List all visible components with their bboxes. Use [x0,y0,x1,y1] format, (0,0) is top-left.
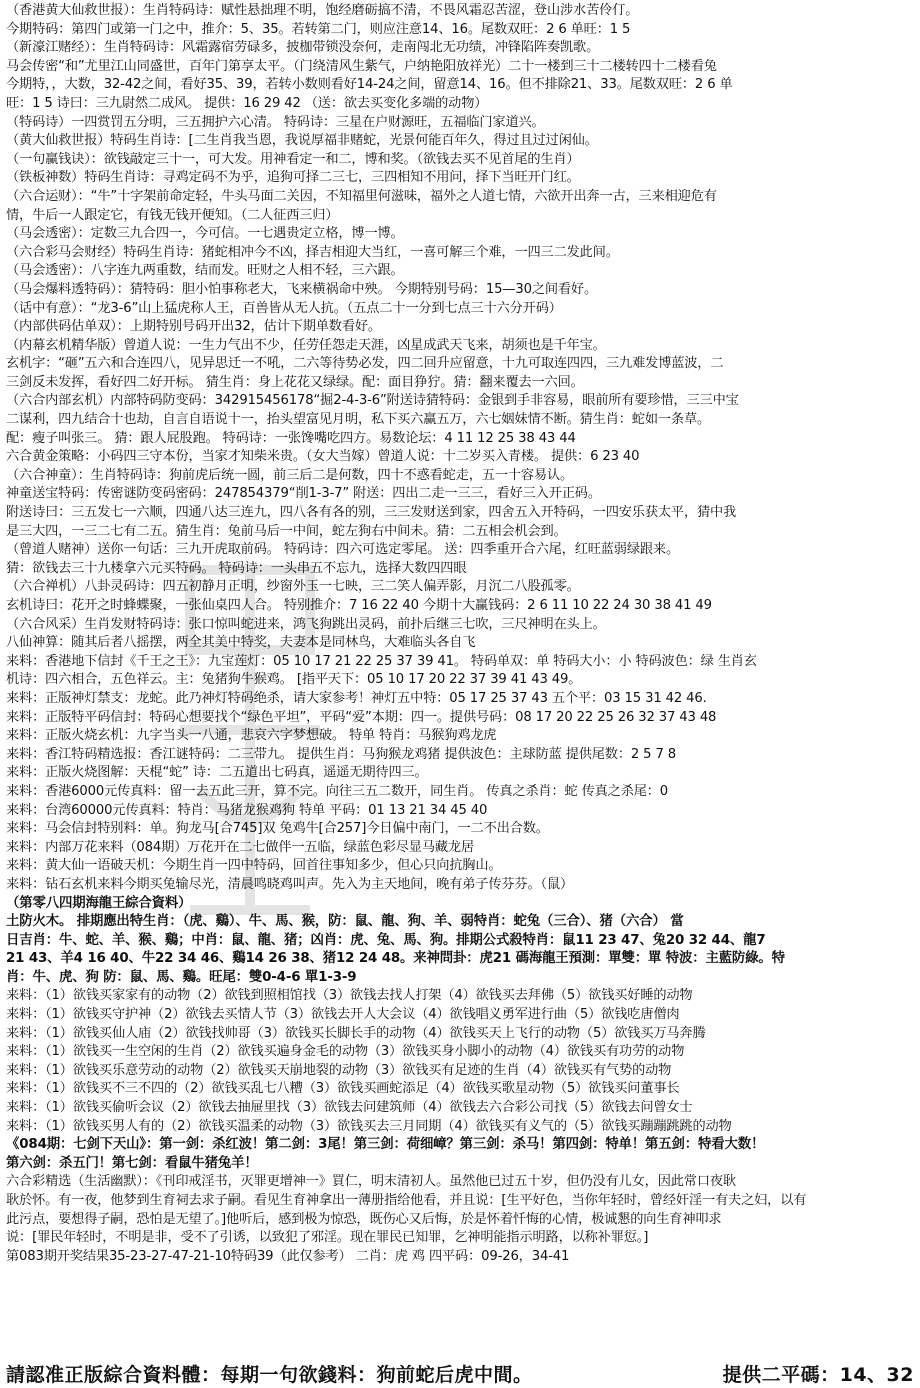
text-line: 八仙神算：随其后者八摇摆，两全其美中特奖，夫妻本是同林鸟，大难临头各自飞 [6,635,476,651]
text-line: 来料：（1）欲钱买不三不四的（2）欲钱买乱七八糟（3）欲钱买画蛇添足（4）欲钱买歌星动物（5）欲钱买问董事长 [6,1081,680,1097]
text-line: 附送诗曰：三五发七一六顺，四通八达三连九，四八各有各的别，三三发财送到家，四舍五入开特码，一四安乐获太平，猜中我 [6,505,737,521]
text-line: （曾道人赌神）送你一句话：三九开虎取前码。 特码诗：四六可选定零尾。 送：四季重开合六尾，红旺蓝弱绿跟来。 [6,542,679,558]
text-line: 《084期：七剑下天山》：第一剑：杀红波！第二剑：3尾！第三剑：荷细嶂？第三剑：杀马！第四剑：特单！第五剑：特看大数！ [6,1137,765,1153]
text-line: （马会透密）：八字连九两重数，结而发。旺财之人相不轻，三六跟。 [6,263,404,279]
text-line: （一句赢钱诀）：欲钱敲定三十一，可大发。用神看定一和二，博和奖。（欲钱去买不见首尾的生肖） [6,151,580,167]
text-line: 日吉肖：牛、蛇、羊、猴、鷄；中肖：鼠、龍、猪；凶肖：虎、兔、馬、狗。排期公式殺特肖：鼠11 23 47、兔20 32 44、龍7 [6,932,766,948]
text-line: 第六剑：杀五门！第七剑：看鼠牛猪兔羊！ [6,1155,258,1171]
text-line: 来料：马会信封特别料：单。狗龙马[合745]双 兔鸡牛[合257]今日偏中南门，一二不出合数。 [6,821,549,837]
text-line: 来料：香江特码精选报：香江谜特码：二三带九。 提供生肖：马狗猴龙鸡猪 提供波色：主球防蓝 提供尾数：2 5 7 8 [6,746,676,762]
text-line: 机诗：四六相合，五色祥云。主：兔猪狗牛猴鸡。 [指平天下：05 10 17 20 22 37 39 41 43 49。 [6,672,582,688]
text-line: 马会传密“和”尤里江山同盛世，百年门第享太平。（门绕清风生紫气，户纳艳阳放祥光）二十一楼到三十二楼转四十二楼看兔 [6,58,717,74]
text-line: （内部供码估单双）：上期特别号码开出32，估计下期单数看好。 [6,319,381,335]
text-line: （新濠江赌经）：生肖特码诗：风霜露宿劳碌多，披枷带锁没奈何，走南闯北无功绩，冲锋陷阵奏凯歌。 [6,40,600,56]
text-line: （六合内部玄机）内部特码防变码：342915456178“掘2-4-3-6”附送诗猜特码：金银到手非容易，眼前所有要珍惜，三三中宝 [6,393,739,409]
text-line: 此污点，要想得子嗣，恐怕是无望了。]他听后，感到极为惊恐，既伤心又后悔，於是怀着忏悔的心情，极诚懇的向生育神叩求 [6,1211,722,1227]
text-line: （第零八四期海龍王綜合資料） [6,895,192,911]
text-lines [6,2,914,1266]
text-line: 来料：内部万花来料（084期）万花开在二七做伴一五临，绿蓝色彩尽显马藏龙居 [6,839,474,855]
text-line: 来料：台湾60000元传真料：特肖：马猪龙猴鸡狗 特单 平码：01 13 21 34 45 40 [6,802,488,818]
footer-bar [6,1360,914,1386]
text-line: 来料：（1）欲钱买偷听会议（2）欲钱去抽屉里找（3）欲钱去问建筑师（4）欲钱去六合彩公司找（5）欲钱去问曾女士 [6,1100,693,1116]
text-line: 来料：正版火烧图解：天棍“蛇” 诗：二五道出七码真，遥遥无期待四三。 [6,765,428,781]
text-line: 来料：（1）欲钱买仙人庙（2）欲钱找帅哥（3）欲钱买长脚长手的动物（4）欲钱买天上飞行的动物（5）欲钱买万马奔腾 [6,1025,706,1041]
text-line: 来料：（1）欲钱买家家有的动物（2）欲钱到照相馆找（3）欲钱去找人打架（4）欲钱买去拜佛（5）欲钱买好睡的动物 [6,988,693,1004]
text-line: 来料：（1）欲钱买乐意劳动的动物（2）欲钱买天崩地裂的动物（3）欲钱买有足迹的生肖（4）欲钱买有气势的动物 [6,1062,672,1078]
text-line: （特码诗）一四赏罚五分明，三五拥护六心清。 特码诗：三星在户财源旺，五福临门家道兴。 [6,114,545,130]
text-line: 来料：（1）欲钱买男人有的（2）欲钱买温柔的动物（3）欲钱买去三月同期（4）欲钱买有义气的（5）欲钱买蹦蹦跳跳的动物 [6,1118,732,1134]
text-line: 情，牛后一人跟定它，有钱无钱开便知。（二人征西三归） [6,207,339,223]
text-line: （香港黄大仙救世报）：生肖特码诗：赋性悬拙理不明，饱经磨砺搞不清，不畏风霜忍苦涩，登山涉水苦伶仃。 [6,3,639,18]
footer-two-flat-numbers: 提供二平碼：14、32 [722,1363,914,1386]
text-line: 来料：（1）欲钱买一生空闲的生肖（2）欲钱买遍身金毛的动物（3）欲钱买身小脚小的动物（4）欲钱买有功劳的动物 [6,1044,685,1060]
text-line: 来料：香港6000元传真料：留一去五此三开，算不完。向往三五二数开，同生肖。 传真之杀肖：蛇 传真之杀尾：0 [6,783,669,799]
text-line: （六合彩马会财经）特码生肖诗：猪蛇相冲今不凶，择吉相迎大当红，一喜可解三个难，一四三二发此间。 [6,244,619,260]
text-line: 来料：香港地下信封《千王之王》：九宝莲灯：05 10 17 21 22 25 37 39 41。 特码单双：单 特码大小：小 特码波色：绿 生肖玄 [6,653,757,669]
text-line: 耿於怀。有一夜，他梦到生育祠去求子嗣。看见生育神拿出一薄册指给他看，并且说：[生平好色，当你年轻时，曾经奸淫一有夫之妇，以有 [6,1193,807,1208]
text-line: 六合黄金策略：小码四三守本份，当家才知柴米贵。（女大当嫁）曾道人说：十二岁买入青楼。 提供：6 23 40 [6,449,640,465]
text-line: （六合风采）生肖发财特码诗：张口惊叫蛇进来，鸿飞狗跳出灵码，前扑后继三七吹，三尺神明在头上。 [6,616,606,632]
text-line: 说：[罪民年轻时，不明是非，受不了引诱，以致犯了邪淫。现在罪民已知罪，乞神明能指示明路，以称补罪愆。] [6,1230,649,1246]
text-line: 来料：正版神灯禁支：龙蛇。此乃神灯特码绝杀，请大家参考！神灯五中特：05 17 25 37 43 五个平：03 15 31 42 46. [6,690,707,706]
text-line: 配：瘦子叫张三。 猜：跟人屁股跑。 特码诗：一张馋嘴吃四方。易数论坛：4 11 12 25 38 43 44 [6,430,576,446]
text-line: 今期特，，大数，32-42之间，看好35、39，若转小数则看好14-24之间，留意14、16。但不排除21、33。尾数双旺：2 6 单 [6,77,733,93]
text-line: （六合神童）：生肖特码诗：狗前虎后统一圆，前三后二是何数，四十不惑看蛇走，五一十容易认。 [6,467,574,483]
text-line: （六合禅机）八卦灵码诗：四五初静月正明，纱窗外玉一七映，三二笑人偏弄影，月沉二八股孤零。 [6,579,580,595]
text-line: 来料：正版火烧玄机：九字当头一八通，悲哀六字梦想破。 特单 特肖：马猴狗鸡龙虎 [6,728,497,744]
text-line: 21 43、羊4 16 40、牛22 34 46、鷄14 26 38、猪12 24 48。来神問卦：虎21 碼海龍王預測：單雙：單 特波：主藍防綠。特 [6,951,785,967]
footer-slogan: 請認准正版綜合資料體：每期一句欲錢料：狗前蛇后虎中間。 [6,1363,533,1386]
text-line: 来料：（1）欲钱买守护神（2）欲钱去买情人节（3）欲钱去开人大会议（4）欲钱唱义勇军进行曲（5）欲钱吃唐僧肉 [6,1007,680,1023]
text-line: （黄大仙救世报）特码生肖诗：[二生肖我当恩，我说厚福非赌蛇，光景何能百年久，得过且过过闲仙。 [6,133,598,149]
text-line: 来料：正版特平码信封：特码心想要找个“绿色平坦”，平码“爱”本期：四一。提供号码：08 17 20 22 25 26 32 37 43 48 [6,709,717,725]
text-line: 来料：钻石玄机来料今期买兔输尽光，清晨鸣晓鸡叫声。先入为主天地间，晚有弟子传芬芬。（鼠） [6,876,574,892]
text-line: 玄机字：“砸”五六和合连四八，见异思迁一不吼，二六等待势必发，四二回升应留意，十九可取连四四，三九难发博蓝波，二 [6,356,724,372]
text-line: （话中有意）：“龙3-6”山上猛虎称人王，百兽皆从无人抗。（五点二十一分到七点三十六分开码） [6,300,562,316]
text-line: 第083期开奖结果35-23-27-47-21-10特码39（此仅参考） 二肖：虎 鸡 四平码：09-26，34-41 [6,1248,570,1264]
text-line: 三剑反未发挥，看好四二好开标。 猜生肖：身上花花又绿绿。配：面目狰狞。猜：翻来覆去一六回。 [6,374,584,390]
text-line: （内幕玄机精华版）曾道人说：一生力气出不少，任劳任怨走天涯，凶星成武天飞来，胡须也是千年宝。 [6,337,606,353]
text-line: 来料：黄大仙一语破天机：今期生肖一四中特码，回首往事知多少，但心只向抗胸山。 [6,858,502,874]
text-line: 今期特码：第四门或第一门之中，推介：5、35。若转第二门，则应注意14、16。尾数双旺：2 6 单旺：1 5 [6,21,631,37]
text-line: 旺：1 5 诗曰：三九尉然二成风。 提供：16 29 42 （送：欲去买变化多端的动物） [6,95,488,111]
text-line: 土防火木。 排期應出特生肖：（虎、鷄）、牛、馬、猴，防：鼠、龍、狗、羊、弱特肖：蛇兔（三合）、猪（六合） 當 [6,914,684,930]
text-line: 神童送宝特码：传密谜防变码密码：247854379“削1-3-7” 附送：四出二走一三三，看好三入开正码。 [6,486,601,502]
text-line: 猜：欲钱去三十九楼拿六元买特码。 特码诗：一头串五不忘九，选择大数四四眼 [6,560,467,576]
text-line: 玄机诗曰：花开之时蜂蝶聚，一张仙桌四人合。 特别推介：7 16 22 40 今期十大赢钱码：2 6 11 10 22 24 30 38 41 49 [6,598,712,613]
text-line: 六合彩精选（生活幽默）：《刊印戒淫书，灭罪更增神一》買仁，明末清初人。虽然他已过五十岁，但仍没有儿女，因此常口夜耿 [6,1174,736,1190]
text-line: 肖：牛、虎、狗 防：鼠、馬、鷄。旺尾：雙0-4-6 單1-3-9 [6,969,357,985]
text-line: 二谋利，四九结合十也劫，自言自语说十一，抬头望富见月明，私下买六赢五万，六七姻妹情不断。猜生肖：蛇如一条草。 [6,412,711,428]
text-line: （马会爆料透特码）：猜特码：胆小怕事称老大，飞来横祸命中殃。 今期特别号码：15—30之间看好。 [6,281,598,297]
text-line: （铁板神数）特码生肖诗：寻鸡定码不为乎，追狗可择二三七，三四相知不用问，择下当旺开门红。 [6,170,580,186]
text-line: （马会透密）：定数三九合四一，今可信。一七遇贵定立格，博一博。 [6,226,404,242]
text-line: （六合运财）：“牛”十字架前命定轻，牛头马面二关因，不知福里何滋味，福外之人道七情，六欲开出奔一古，三来相迎危有 [6,188,717,204]
text-line: 是三大四，一三二七有二五。猜生肖：兔前马后一中间，蛇左狗右中间未。猜：二五相会机会到。 [6,523,567,539]
